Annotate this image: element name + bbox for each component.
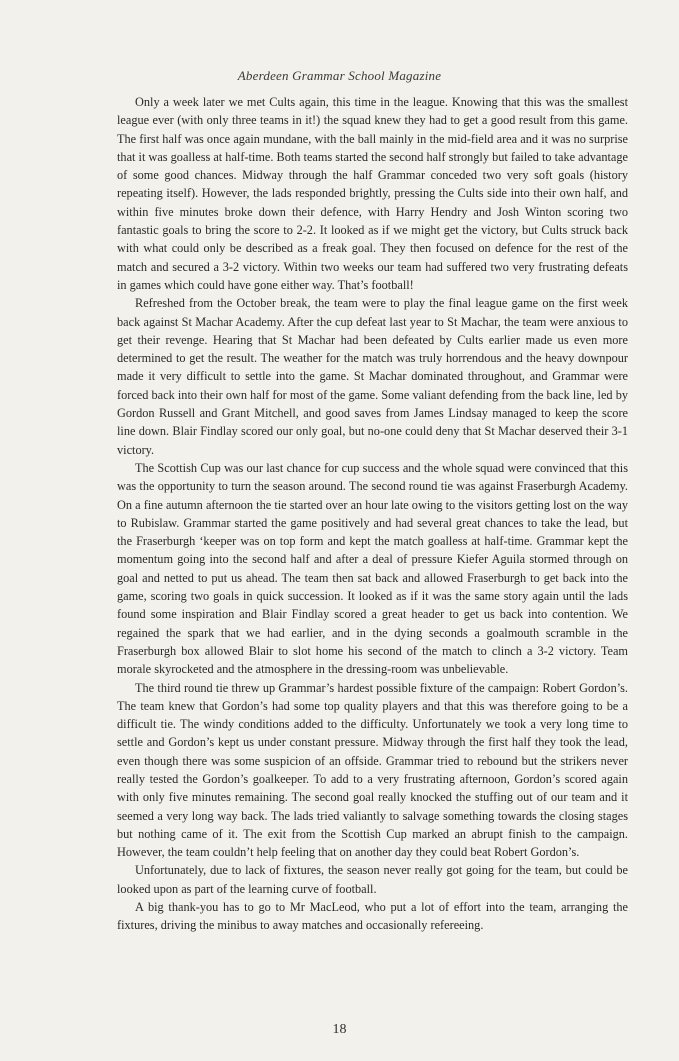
paragraph-thank-you: A big thank-you has to go to Mr MacLeod, who put a lot of effort into the team, arranging the fixtures, driving the minibus to away matches and occasionally refereeing. (117, 900, 628, 933)
paragraph-lack-of-fixtures: Unfortunately, due to lack of fixtures, the season never really got going for the team, but could be looked upon as part of the learning curve of football. (117, 863, 628, 896)
running-header: Aberdeen Grammar School Magazine (237, 68, 442, 83)
paragraph-robert-gordons: The third round tie threw up Grammar’s hardest possible fixture of the campaign: Robert Gordon’s. The team knew that Gordon’s had some top quality players and that this was therefore going to be a difficult tie. The windy conditions added to the difficulty. Unfortunately we took a very long time to settle and Gordon’s kept us under constant pressure. Midway through the first half they took the lead, even though there was some suspicion of an offside. Grammar tried to rebound but the strikers never really tested the Gordon’s goalkeeper. To add to a very frustrating afternoon, Gordon’s scored again with only five minutes remaining. The second goal really knocked the stuffing out of our team and it seemed a very long way back. The lads tried valiantly to salvage something towards the closing stages but nothing came of it. The exit from the Scottish Cup marked an abrupt finish to the campaign. However, the team couldn’t help feeling that on another day they could beat Robert Gordon’s. (117, 680, 628, 860)
article-body (117, 93, 628, 935)
paragraph-scottish-cup-fraserburgh: The Scottish Cup was our last chance for cup success and the whole squad were convinced that this was the opportunity to turn the season around. The second round tie was against Fraserburgh Academy. On a fine autumn afternoon the tie started over an hour late owing to the visitors getting lost on the way to Rubislaw. Grammar started the game positively and had several great chances to take the lead, but the Fraserburgh ‘keeper was on top form and kept the match goalless at half-time. Grammar kept the momentum going into the second half and after a deal of pressure Kiefer Aguila stormed through on goal and netted to put us ahead. The team then sat back and allowed Fraserburgh to get back into the game, scoring two goals in quick succession. It looked as if it was the same story again until the lads found some inspiration and Blair Findlay scored a great header to get us back into contention. We regained the spark that we had earlier, and in the dying seconds a goalmouth scramble in the Fraserburgh box allowed Blair to slot home his second of the match to clinch a 3-2 victory. Team morale skyrocketed and the atmosphere in the dressing-room was unbelievable. (117, 460, 628, 677)
paragraph-cults-league: Only a week later we met Cults again, this time in the league. Knowing that this was the smallest league ever (with only three teams in it!) the squad knew they had to get a good result from this game. The first half was once again mundane, with the ball mainly in the mid-field area and it was no surprise that it was goalless at half-time. Both teams started the second half strongly but failed to take advantage of some good chances. Midway through the half Grammar conceded two very soft goals (history repeating itself). However, the lads responded brightly, pressing the Cults side into their own half, and within five minutes broke down their defence, with Harry Hendry and Josh Winton scoring two fantastic goals to bring the score to 2-2. It looked as if we might get the victory, but Cults struck back with what could only be described as a freak goal. They then focused on defence for the rest of the match and secured a 3-2 victory. Within two weeks our team had suffered two very frustrating defeats in games which could have gone either way. That’s football! (117, 95, 628, 292)
paragraph-st-machar: Refreshed from the October break, the team were to play the final league game on the first week back against St Machar Academy. After the cup defeat last year to St Machar, the team were anxious to get their revenge. Hearing that St Machar had been defeated by Cults earlier made us even more determined to get the result. The weather for the match was truly horrendous and the heavy downpour made it very difficult to settle into the game. St Machar dominated throughout, and Grammar were forced back into their own half for most of the game. Some valiant defending from the back line, led by Gordon Russell and Grant Mitchell, and good saves from James Lindsay managed to keep the score line down. Blair Findlay scored our only goal, but no-one could deny that St Machar deserved their 3-1 victory. (117, 296, 628, 457)
page-number: 18 (332, 1022, 347, 1037)
